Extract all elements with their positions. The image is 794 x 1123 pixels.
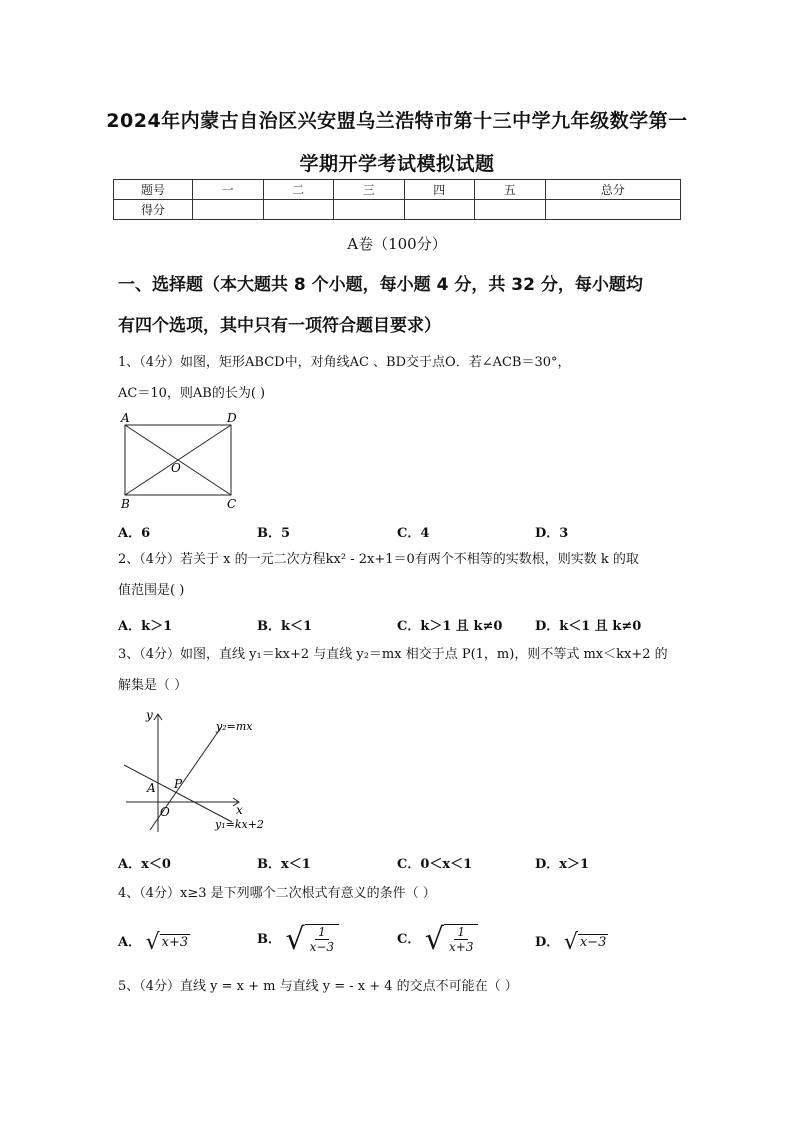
q1-rectangle-figure	[114, 410, 244, 512]
label-y-axis: y	[146, 708, 153, 722]
q2-option-c[interactable]: C．k＞1 且 k≠0	[397, 619, 503, 634]
fraction	[307, 925, 337, 954]
score-header-cell: 三	[334, 180, 405, 200]
score-cell[interactable]	[545, 200, 681, 220]
label-y1-equation: y₁=kx+2	[215, 818, 264, 831]
q4-option-b-letter: B．	[257, 932, 281, 947]
q4-option-a-letter: A．	[118, 935, 142, 950]
label-origin: O	[160, 805, 170, 819]
q1-option-d[interactable]: D．3	[535, 526, 569, 541]
score-table-header-row	[114, 180, 681, 200]
q2-option-a[interactable]: A．k＞1	[118, 619, 173, 634]
section-heading-line1: 一、选择题（本大题共 8 个小题，每小题 4 分，共 32 分，每小题均	[118, 275, 643, 295]
q3-text-line1: 3、（4分）如图，直线 y₁＝kx+2 与直线 y₂＝mx 相交于点 P(1，m)，则不等式 mx＜kx+2 的	[118, 647, 668, 662]
score-cell[interactable]	[334, 200, 405, 220]
q4-option-b[interactable]	[257, 922, 339, 957]
q1-option-a[interactable]: A．6	[118, 526, 151, 541]
q3-option-d[interactable]: D．x＞1	[535, 857, 590, 872]
label-d: D	[227, 411, 237, 425]
score-header-cell: 二	[263, 180, 334, 200]
q4-option-d-letter: D．	[535, 935, 560, 950]
score-header-cell: 总分	[545, 180, 681, 200]
label-b: B	[121, 497, 130, 511]
radicand	[305, 924, 339, 954]
sqrt-sign-icon: √	[563, 930, 578, 955]
sqrt-expression	[564, 930, 609, 955]
sqrt-expression	[425, 922, 479, 957]
q1-option-c[interactable]: C．4	[397, 526, 430, 541]
score-table	[113, 179, 681, 220]
q2-text-line2: 值范围是( )	[118, 583, 185, 598]
q4-option-a[interactable]	[118, 930, 190, 955]
q4-options	[118, 922, 678, 962]
q5-text-line1: 5、（4分）直线 y = x + m 与直线 y = - x + 4 的交点不可能在（ ）	[118, 979, 518, 994]
q4-option-d[interactable]	[535, 930, 608, 955]
q3-line-graph-figure	[114, 704, 274, 836]
q4-option-c-letter: C．	[397, 932, 421, 947]
q3-option-b[interactable]: B．x＜1	[257, 857, 311, 872]
sqrt-expression	[146, 930, 191, 955]
sqrt-sign-icon: √	[424, 922, 445, 957]
score-cell[interactable]	[193, 200, 264, 220]
label-a: A	[121, 411, 130, 425]
q2-text-line1: 2、（4分）若关于 x 的一元二次方程kx² - 2x+1＝0有两个不相等的实数根，则实数 k 的取	[118, 552, 639, 567]
q3-option-a[interactable]: A．x＜0	[118, 857, 171, 872]
q4-text-line1: 4、（4分）x≥3 是下列哪个二次根式有意义的条件（ ）	[118, 886, 436, 901]
q1-option-b[interactable]: B．5	[257, 526, 291, 541]
fraction-denominator: x+3	[449, 940, 474, 954]
label-y2-equation: y₂=mx	[216, 720, 253, 733]
q1-text-line2: AC＝10，则AB的长为( )	[118, 386, 266, 401]
paper-section-a: A卷（100分）	[347, 235, 447, 253]
sqrt-sign-icon: √	[285, 922, 305, 957]
fraction-denominator: x−3	[309, 940, 335, 954]
fraction-numerator: 1	[454, 925, 468, 940]
score-header-cell: 一	[193, 180, 264, 200]
label-x-axis: x	[236, 803, 243, 817]
fraction	[446, 925, 476, 954]
fraction-numerator: 1	[315, 925, 329, 940]
score-cell[interactable]	[404, 200, 475, 220]
label-p-intersection: P	[174, 777, 183, 791]
q3-option-c[interactable]: C．0＜x＜1	[397, 857, 473, 872]
score-cell[interactable]	[475, 200, 546, 220]
score-header-cell: 四	[404, 180, 475, 200]
sqrt-expression	[286, 922, 340, 957]
label-o: O	[171, 461, 181, 475]
q1-text-line1: 1、（4分）如图，矩形ABCD中，对角线AC 、BD交于点O．若∠ACB＝30°，	[118, 355, 571, 370]
radicand: x−3	[579, 935, 607, 950]
radicand: x+3	[161, 935, 189, 950]
q2-option-d[interactable]: D．k＜1 且 k≠0	[535, 619, 642, 634]
q4-option-c[interactable]	[397, 922, 478, 957]
sqrt-sign-icon: √	[145, 930, 160, 955]
label-c: C	[227, 497, 237, 511]
section-heading-line2: 有四个选项，其中只有一项符合题目要求）	[118, 316, 441, 336]
score-cell[interactable]	[263, 200, 334, 220]
score-table-score-row	[114, 200, 681, 220]
score-header-cell: 题号	[114, 180, 193, 200]
line-y1	[124, 765, 232, 822]
q3-text-line2: 解集是（ ）	[118, 678, 188, 693]
exam-title-line1: 2024年内蒙古自治区兴安盟乌兰浩特市第十三中学九年级数学第一	[106, 110, 688, 132]
score-header-cell: 五	[475, 180, 546, 200]
exam-title-line2: 学期开学考试模拟试题	[299, 153, 495, 175]
score-row-label: 得分	[114, 200, 193, 220]
q2-option-b[interactable]: B．k＜1	[257, 619, 313, 634]
label-a-intercept: A	[147, 781, 156, 795]
radicand	[444, 924, 478, 954]
